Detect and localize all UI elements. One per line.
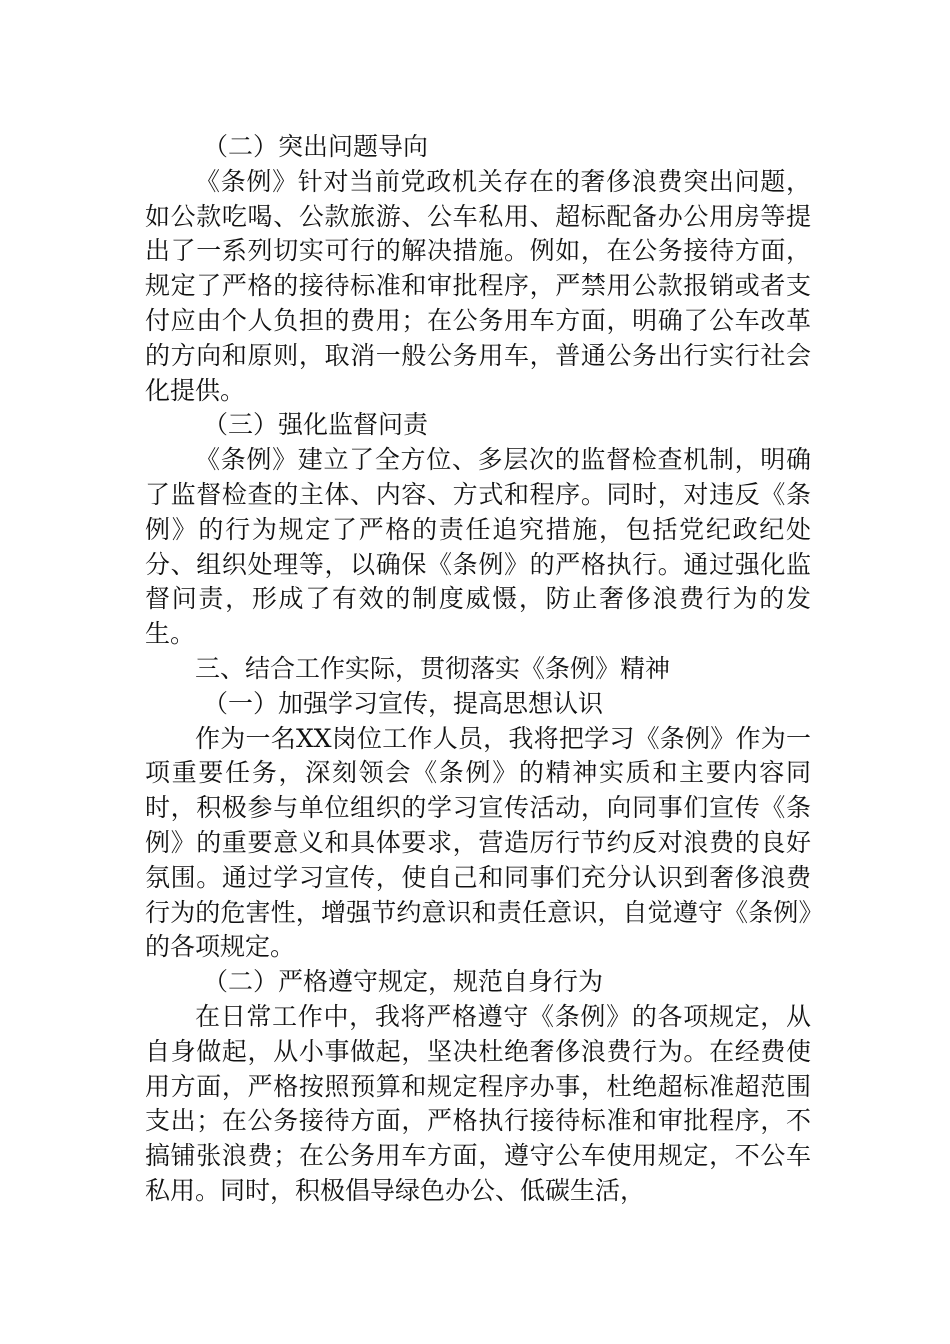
document-body (145, 130, 811, 1209)
subheading-prominent-issues: （二）突出问题导向 (203, 132, 429, 161)
subheading-study-publicity: （一）加强学习宣传，提高思想认识 (203, 688, 604, 718)
paragraph-prominent-issues: 《条例》针对当前党政机关存在的奢侈浪费突出问题，如公款吃喝、公款旅游、公车私用、超标配备办公用房等提出了一系列切实可行的解决措施。例如，在公务接待方面，规定了严格的接待标准和审批程序，严禁用公款报销或者支付应由个人负担的费用；在公务用车方面，明确了公车改革的方向和原则，取消一般公务用车，普通公务出行实行社会化提供。 (145, 166, 811, 405)
subheading-comply-rules: （二）严格遵守规定，规范自身行为 (203, 967, 604, 997)
section-heading-implementation: 三、结合工作实际，贯彻落实《条例》精神 (195, 653, 671, 683)
subheading-supervision: （三）强化监督问责 (203, 410, 429, 440)
paragraph-comply-rules: 在日常工作中，我将严格遵守《条例》的各项规定，从自身做起，从小事做起，坚决杜绝奢侈浪费行为。在经费使用方面，严格按照预算和规定程序办事，杜绝超标准超范围支出；在公务接待方面，严格执行接待标准和审批程序，不搞铺张浪费；在公务用车方面，遵守公车使用规定，不公车私用。同时，积极倡导绿色办公、低碳生活， (145, 1001, 811, 1205)
paragraph-study-publicity: 作为一名XX岗位工作人员，我将把学习《条例》作为一项重要任务，深刻领会《条例》的精神实质和主要内容同时，积极参与单位组织的学习宣传活动，向同事们宣传《条例》的重要意义和具体要求，营造厉行节约反对浪费的良好氛围。通过学习宣传，使自己和同事们充分认识到奢侈浪费行为的危害性，增强节约意识和责任意识，自觉遵守《条例》的各项规定。 (145, 723, 811, 962)
paragraph-supervision: 《条例》建立了全方位、多层次的监督检查机制，明确了监督检查的主体、内容、方式和程序。同时，对违反《条例》的行为规定了严格的责任追究措施，包括党纪政纪处分、组织处理等，以确保《条例》的严格执行。通过强化监督问责，形成了有效的制度威慑，防止奢侈浪费行为的发生。 (145, 445, 811, 649)
